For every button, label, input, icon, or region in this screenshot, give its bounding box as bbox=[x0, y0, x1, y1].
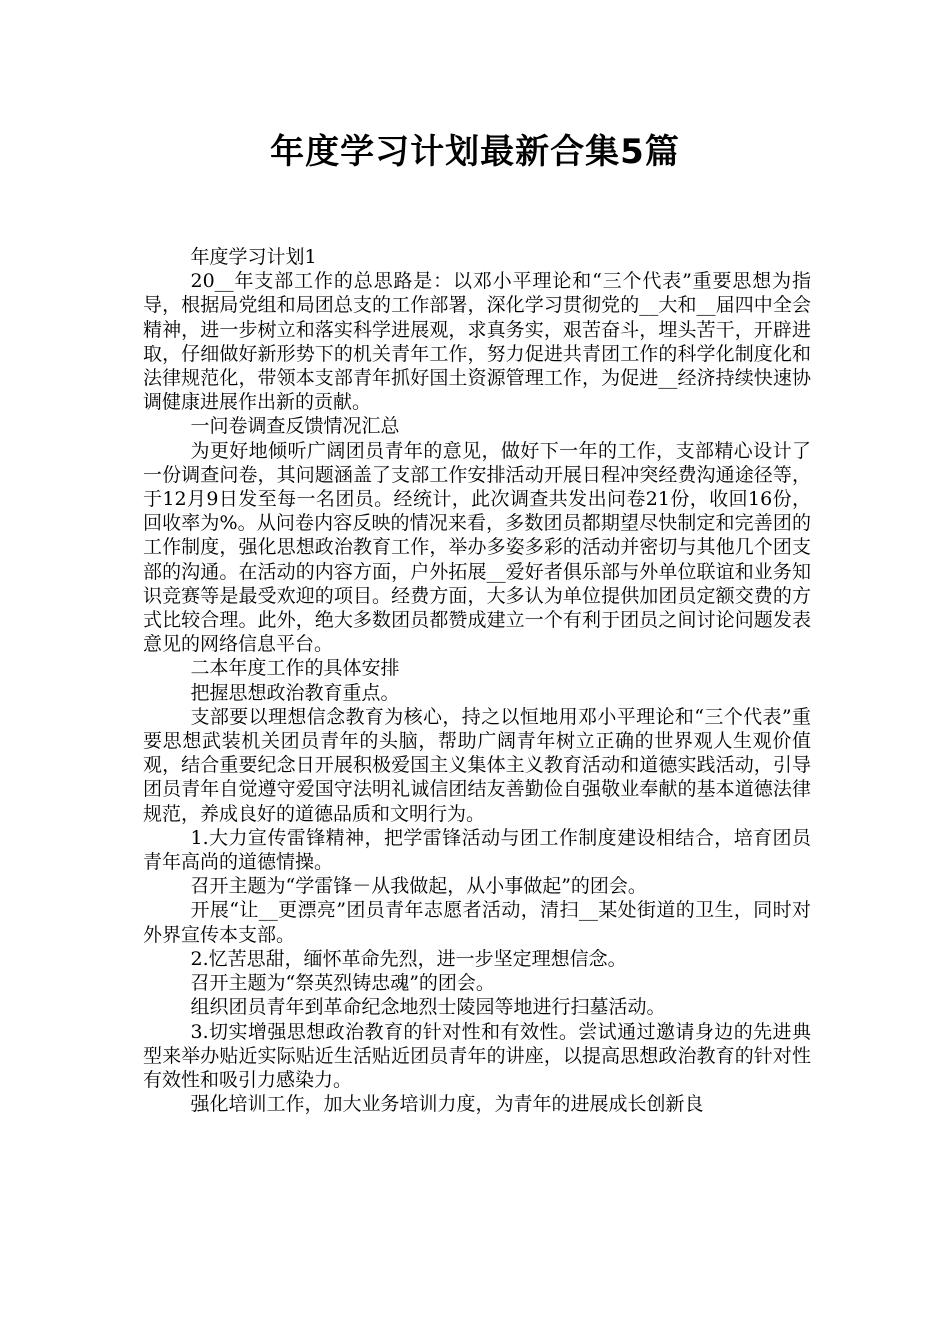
body-paragraph: 召开主题为“学雷锋－从我做起，从小事做起”的团会。 bbox=[190, 875, 647, 898]
body-paragraph: 组织团员青年到革命纪念地烈士陵园等地进行扫墓活动。 bbox=[190, 996, 666, 1019]
document-body bbox=[143, 245, 811, 1116]
body-paragraph: 把握思想政治教育重点。 bbox=[190, 681, 400, 704]
body-paragraph: 1.大力宣传雷锋精神，把学雷锋活动与团工作制度建设相结合，培育团员青年高尚的道德情操。 bbox=[143, 826, 811, 874]
section-heading: 二本年度工作的具体安排 bbox=[190, 657, 400, 680]
document-title: 年度学习计划最新合集5篇 bbox=[270, 132, 680, 172]
section-heading: 一问卷调查反馈情况汇总 bbox=[190, 415, 400, 438]
section-heading: 年度学习计划1 bbox=[190, 246, 317, 268]
body-paragraph: 支部要以理想信念教育为核心，持之以恒地用邓小平理论和“三个代表”重要思想武装机关团员青年的头脑，帮助广阔青年树立正确的世界观人生观价值观，结合重要纪念日开展积极爱国主义集体主义教育活动和道德实践活动，引导团员青年自觉遵守爱国守法明礼诚信团结友善勤俭自强敬业奉献的基本道德法律规范，养成良好的道德品质和文明行为。 bbox=[143, 705, 811, 825]
body-paragraph: 为更好地倾听广阔团员青年的意见，做好下一年的工作，支部精心设计了一份调查问卷，其问题涵盖了支部工作安排活动开展日程冲突经费沟通途径等，于12月9日发至每一名团员。经统计，此次调查共发出问卷21份，收回16份，回收率为%。从问卷内容反映的情况来看，多数团员都期望尽快制定和完善团的工作制度，强化思想政治教育工作，举办多姿多彩的活动并密切与其他几个团支部的沟通。在活动的内容方面，户外拓展__爱好者俱乐部与外单位联谊和业务知识竞赛等是最受欢迎的项目。经费方面，大多认为单位提供加团员定额交费的方式比较合理。此外，绝大多数团员都赞成建立一个有利于团员之间讨论问题发表意见的网络信息平台。 bbox=[143, 439, 811, 656]
body-paragraph: 3.切实增强思想政治教育的针对性和有效性。尝试通过邀请身边的先进典型来举办贴近实际贴近生活贴近团员青年的讲座，以提高思想政治教育的针对性有效性和吸引力感染力。 bbox=[143, 1020, 811, 1091]
body-paragraph: 强化培训工作，加大业务培训力度，为青年的进展成长创新良 bbox=[190, 1093, 704, 1116]
body-paragraph: 2.忆苦思甜，缅怀革命先烈，进一步坚定理想信念。 bbox=[190, 947, 627, 970]
body-paragraph: 20__年支部工作的总思路是：以邓小平理论和“三个代表”重要思想为指导，根据局党组和局团总支的工作部署，深化学习贯彻党的__大和__届四中全会精神，进一步树立和落实科学进展观，求真务实，艰苦奋斗，埋头苦干，开辟进取，仔细做好新形势下的机关青年工作，努力促进共青团工作的科学化制度化和法律规范化，带领本支部青年抓好国土资源管理工作，为促进__经济持续快速协调健康进展作出新的贡献。 bbox=[143, 270, 811, 414]
body-paragraph: 召开主题为“祭英烈铸忠魂”的团会。 bbox=[190, 972, 495, 995]
body-paragraph: 开展“让__更漂亮”团员青年志愿者活动，清扫__某处街道的卫生，同时对外界宣传本支部。 bbox=[143, 899, 811, 946]
